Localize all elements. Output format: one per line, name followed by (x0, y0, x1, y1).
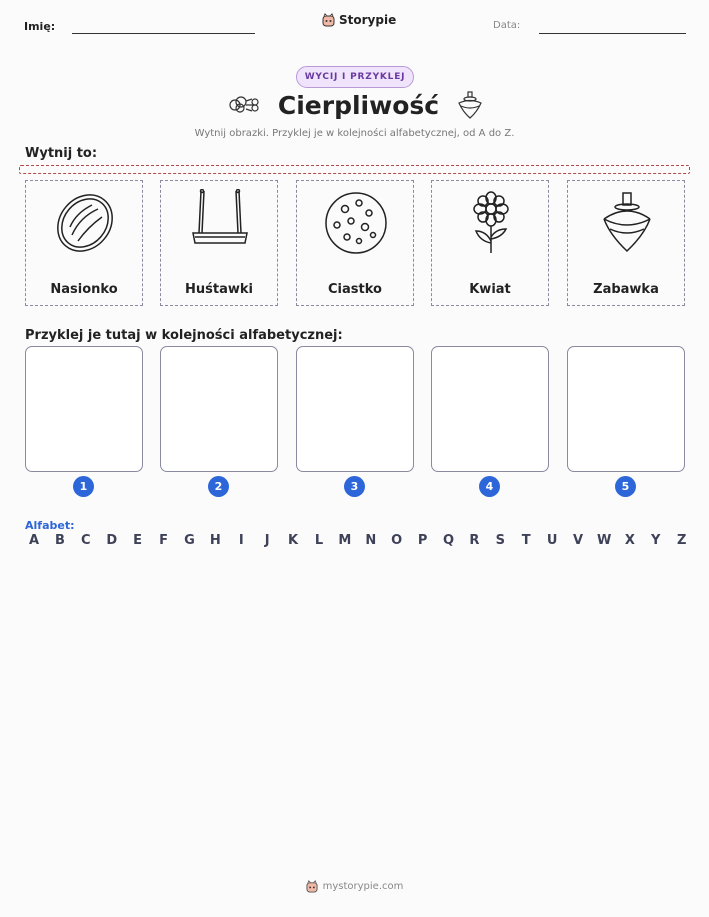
title-row (0, 90, 709, 120)
alphabet-letter: O (391, 533, 403, 548)
cookie-icon (321, 189, 391, 255)
alphabet-letter: X (624, 533, 635, 548)
alphabet-letter: S (495, 533, 505, 548)
flower-icon (456, 189, 526, 255)
paste-slot-1[interactable] (25, 346, 143, 472)
storypie-mascot-icon (306, 880, 318, 893)
card-label: Huśtawki (185, 282, 253, 297)
alphabet-letter: M (338, 533, 352, 548)
alphabet-label: Alfabet: (25, 519, 75, 532)
alphabet-letter: C (81, 533, 91, 548)
slot-number-3: 3 (344, 476, 365, 497)
slot-number-4: 4 (479, 476, 500, 497)
spinning-top-small-icon (457, 90, 483, 120)
cut-section-label: Wytnij to: (25, 146, 98, 161)
alphabet-letter: T (521, 533, 531, 548)
alphabet-letter: B (54, 533, 65, 548)
instructions: Wytnij obrazki. Przyklej je w kolejności alfabetycznej, od A do Z. (194, 128, 515, 139)
paste-section-label: Przyklej je tutaj w kolejności alfabetycznej: (25, 328, 343, 343)
card-label: Kwiat (469, 282, 511, 297)
cut-line (19, 165, 690, 174)
alphabet-letter: A (28, 533, 40, 548)
alphabet-letter: W (596, 533, 612, 548)
paste-slot-2[interactable] (160, 346, 278, 472)
alphabet-letter: R (469, 533, 480, 548)
cut-card-toy[interactable] (567, 180, 685, 306)
activity-badge: WYCIJ I PRZYKLEJ (296, 66, 414, 88)
date-write-line (539, 33, 686, 34)
card-label: Zabawka (593, 282, 659, 297)
spinning-top-icon (592, 189, 662, 255)
alphabet-letter: Y (651, 533, 661, 548)
name-label: Imię: (24, 20, 56, 33)
seed-icon (50, 189, 120, 255)
alphabet-letter: D (106, 533, 118, 548)
cut-card-seed[interactable] (25, 180, 143, 306)
date-label: Data: (493, 20, 521, 31)
page-title: Cierpliwość (277, 90, 440, 120)
alphabet-letter: H (209, 533, 221, 548)
footer-url: mystorypie.com (322, 881, 404, 892)
cut-card-swing[interactable] (160, 180, 278, 306)
alphabet-letter: L (314, 533, 324, 548)
alphabet-letter: N (365, 533, 377, 548)
paste-slot-3[interactable] (296, 346, 414, 472)
alphabet-letter: I (238, 533, 244, 548)
storypie-mascot-icon (322, 13, 335, 27)
alphabet-letter: U (546, 533, 558, 548)
brand-name: Storypie (339, 13, 397, 27)
alphabet-row (27, 533, 689, 548)
alphabet-letter: Q (442, 533, 455, 548)
alphabet-letter: Z (676, 533, 687, 548)
footer (0, 880, 709, 893)
slot-number-2: 2 (208, 476, 229, 497)
name-write-line (72, 33, 255, 34)
swing-icon (185, 189, 255, 255)
brand-logo (322, 13, 396, 27)
paste-slot-4[interactable] (431, 346, 549, 472)
alphabet-letter: E (133, 533, 143, 548)
alphabet-letter: K (288, 533, 299, 548)
cut-card-flower[interactable] (431, 180, 549, 306)
slot-number-5: 5 (615, 476, 636, 497)
alphabet-letter: V (573, 533, 584, 548)
alphabet-letter: F (159, 533, 168, 548)
alphabet-letter: P (417, 533, 428, 548)
cut-card-cookie[interactable] (296, 180, 414, 306)
paste-slot-5[interactable] (567, 346, 685, 472)
wind-puff-icon (226, 93, 260, 117)
alphabet-letter: G (184, 533, 195, 548)
alphabet-letter: J (264, 533, 270, 548)
card-label: Nasionko (50, 282, 118, 297)
slot-number-1: 1 (73, 476, 94, 497)
card-label: Ciastko (328, 282, 382, 297)
